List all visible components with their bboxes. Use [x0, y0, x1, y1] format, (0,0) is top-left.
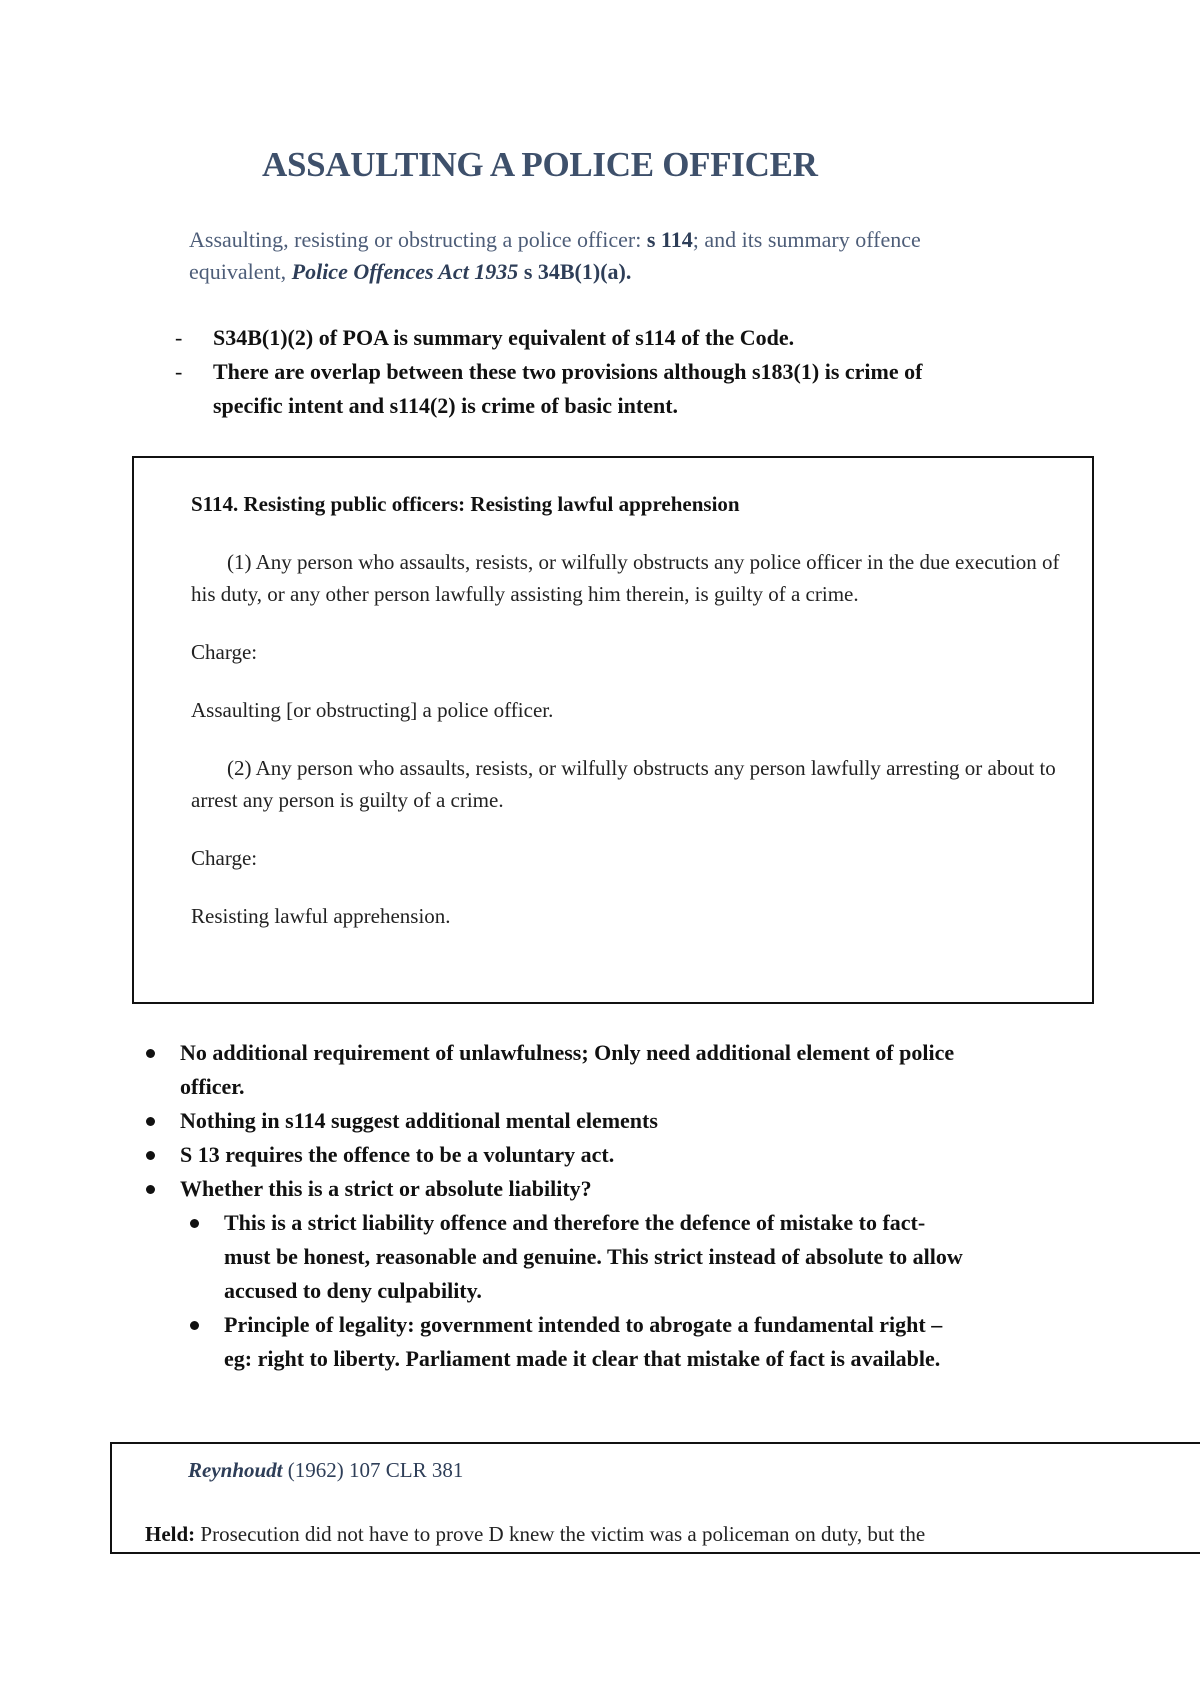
list-item	[140, 1036, 970, 1104]
bullet-icon	[146, 1151, 155, 1160]
section-114-box	[132, 456, 1094, 1004]
held-line	[145, 1522, 925, 1547]
dash-marker: -	[175, 325, 183, 350]
charge-1-text: Assaulting [or obstructing] a police officer.	[191, 698, 554, 722]
list-item-text: Whether this is a strict or absolute liability?	[180, 1176, 592, 1201]
subsection-1: (1) Any person who assaults, resists, or wilfully obstructs any police officer in the due execution of his duty, or any other person lawfully assisting him therein, is guilty of a crime.	[191, 550, 1060, 606]
act-section: s 34B(1)(a).	[518, 259, 632, 284]
bullet-icon	[190, 1219, 199, 1228]
act-name: Police Offences Act 1935	[291, 259, 519, 284]
section-heading: S114. Resisting public officers: Resisting lawful apprehension	[191, 492, 740, 516]
intro-text-tail: ; and its summary offence equivalent,	[189, 227, 921, 284]
bullet-list	[140, 1036, 970, 1376]
intro-section-ref: s 114	[646, 227, 693, 252]
dash-item	[175, 321, 995, 355]
dash-item	[175, 355, 995, 423]
charge-1-label: Charge:	[191, 640, 258, 664]
list-item	[140, 1104, 970, 1138]
bullet-icon	[146, 1185, 155, 1194]
sub-list-item	[184, 1308, 970, 1376]
case-name: Reynhoudt	[188, 1458, 283, 1482]
case-citation-text: (1962) 107 CLR 381	[282, 1458, 464, 1482]
sub-bullet-list	[140, 1206, 970, 1376]
intro-paragraph	[189, 224, 949, 288]
sub-list-item-text: Principle of legality: government intended to abrogate a fundamental right –eg: right to liberty. Parliament made it clear that mistake of fact is available.	[224, 1312, 943, 1371]
dash-list	[175, 321, 995, 423]
list-item	[140, 1138, 970, 1172]
list-item-text: No additional requirement of unlawfulness; Only need additional element of police officer.	[180, 1040, 955, 1099]
list-item-text: Nothing in s114 suggest additional mental elements	[180, 1108, 658, 1133]
list-item	[140, 1172, 970, 1206]
charge-2-text: Resisting lawful apprehension.	[191, 904, 451, 928]
dash-item-text: S34B(1)(2) of POA is summary equivalent of s114 of the Code.	[213, 325, 795, 350]
dash-marker: -	[175, 359, 183, 384]
page-title: ASSAULTING A POLICE OFFICER	[262, 145, 818, 184]
held-label: Held:	[145, 1522, 196, 1546]
sub-list-item-text: This is a strict liability offence and therefore the defence of mistake to fact- must be honest, reasonable and genuine. This strict instead of absolute to allow accused to deny culpability.	[224, 1210, 963, 1303]
case-citation	[188, 1458, 463, 1483]
list-item-text: S 13 requires the offence to be a voluntary act.	[180, 1142, 615, 1167]
bullet-icon	[146, 1117, 155, 1126]
case-box	[110, 1442, 1200, 1554]
bullet-icon	[190, 1321, 199, 1330]
sub-list-item	[184, 1206, 970, 1308]
dash-item-text: There are overlap between these two provisions although s183(1) is crime of specific intent and s114(2) is crime of basic intent.	[213, 359, 923, 418]
held-text: Prosecution did not have to prove D knew the victim was a policeman on duty, but the	[195, 1522, 926, 1546]
charge-2-label: Charge:	[191, 846, 258, 870]
intro-text: Assaulting, resisting or obstructing a police officer:	[189, 227, 647, 252]
bullet-icon	[146, 1049, 155, 1058]
subsection-2: (2) Any person who assaults, resists, or wilfully obstructs any person lawfully arresting or about to arrest any person is guilty of a crime.	[191, 756, 1056, 812]
